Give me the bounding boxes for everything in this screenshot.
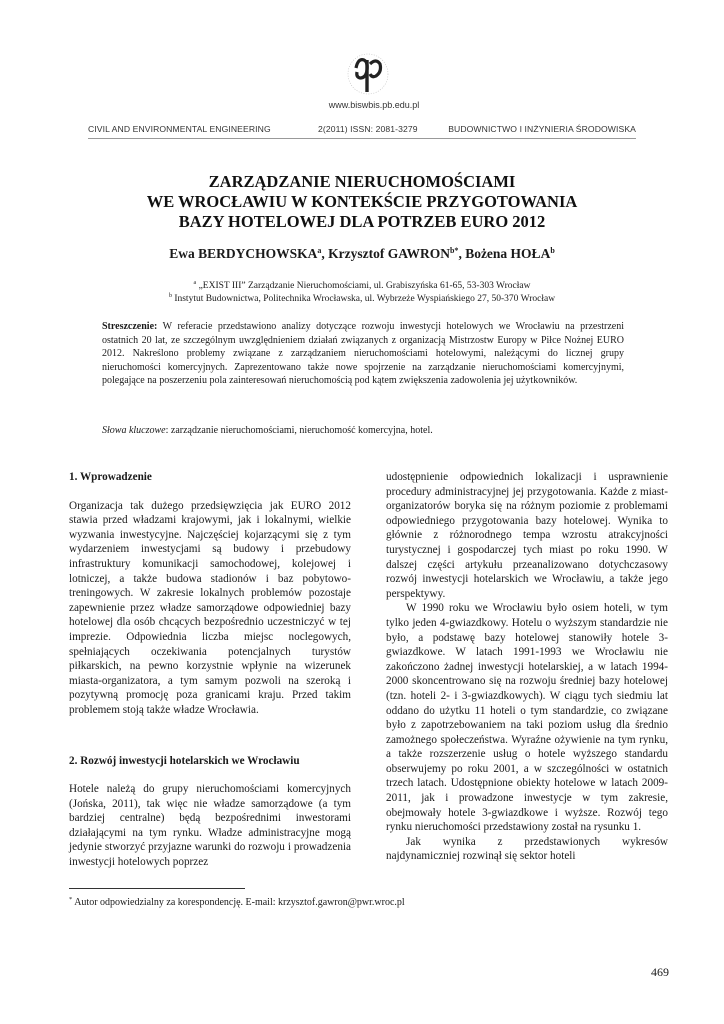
paragraph: udostępnienie odpowiednich lokalizacji i usprawnienie procedury administracyjnej jej przygotowania. Każde z miast-organizatorów boryka się na różnym poziomie z problemami odpowiedniego przygotowania bazy hotelowej. Wynika to głównie z różnorodnego tempa wzrostu atrakcyjności turystycznej i gospodarczej tych miast po roku 1990. W dalszej części artykułu przeanalizowano dotychczasowy rozwój inwestycji hotelarskich we Wrocławiu, a także jego perspektywy. xyxy=(386,471,668,600)
affiliation-text: Instytut Budownictwa, Politechnika Wrocławska, ul. Wybrzeże Wyspiańskiego 27, 50-370 Wrocław xyxy=(171,294,556,304)
abstract-text: W referacie przedstawiono analizy dotyczące rozwoju inwestycji hotelowych we Wrocławiu na przestrzeni ostatnich 20 lat, ze szczególnym uwzględnieniem działań związanych z organizacją Mistrzostw Europy w Piłce Nożnej EURO 2012. Nakreślono problemy związane z zarządzaniem nieruchomościami hotelowymi, należącymi do licznej grupy nieruchomości komercyjnych. Zaprezentowano także nowe spojrzenie na zarządzanie nieruchomościami komercyjnymi, polegające na poszerzeniu pola zainteresowań nieruchomością pod kątem zwiększenia zadowolenia jej użytkowników. xyxy=(102,321,624,386)
footnote-mark: * xyxy=(69,896,73,903)
affiliation-text: „EXIST III” Zarządzanie Nieruchomościami, ul. Grabiszyńska 61-65, 53-303 Wrocław xyxy=(196,281,531,291)
footnote-rule xyxy=(69,888,245,889)
keywords-label: Słowa kluczowe xyxy=(102,425,166,436)
author-affiliation-mark: a xyxy=(317,246,322,255)
journal-issue-issn: 2(2011) ISSN: 2081-3279 xyxy=(318,124,418,134)
author-name: Ewa BERDYCHOWSKA xyxy=(169,246,318,261)
paragraph: Organizacja tak dużego przedsięwzięcia jak EURO 2012 stawia przed władzami krajowymi, jak i lokalnymi, wielkie wyzwania inwestycyjne. Najczęściej kojarzącymi się z tym wydarzeniem inwestycjami są budowy i przebudowy infrastruktury komunikacji samochodowej, kolejowej i lotniczej, a także budowa stadionów i baz pobytowo-treningowych. W zakresie lokalnych problemów pozostaje zapewnienie przez władze samorządowe odpowiedniej bazy hotelowej dla osób chcących bezpośrednio uczestniczyć w tej imprezie. Odpowiednia liczba miejsc noclegowych, spełniających oczekiwania potencjalnych turystów piłkarskich, na pewno korzystnie wpłynie na wizerunek miasta-organizatora, a tym samym pozwoli na szeroką i pozytywną promocję poza granicami kraju. Przed takim problemem stoją także władze Wrocławia. xyxy=(69,499,351,716)
title-line: WE WROCŁAWIU W KONTEKŚCIE PRZYGOTOWANIA xyxy=(146,192,578,211)
journal-name-pl: BUDOWNICTWO I INŻYNIERIA ŚRODOWISKA xyxy=(448,124,636,134)
left-column xyxy=(69,470,351,870)
journal-name-en: CIVIL AND ENVIRONMENTAL ENGINEERING xyxy=(88,124,271,134)
footnote-text: Autor odpowiedzialny za korespondencję. E-mail: krzysztof.gawron@pwr.wroc.pl xyxy=(72,897,405,908)
keywords xyxy=(102,424,624,437)
header-rule xyxy=(88,138,636,139)
footnote xyxy=(69,894,405,909)
pb-logo-icon xyxy=(342,50,394,100)
journal-header-bar xyxy=(88,124,636,136)
author-list xyxy=(0,243,724,262)
paragraph: Jak wynika z przedstawionych wykresów najdynamiczniej rozwinął się sektor hoteli xyxy=(386,835,668,863)
right-column xyxy=(386,470,668,864)
article-title xyxy=(0,172,724,232)
page-number: 469 xyxy=(651,965,669,979)
section-heading: 1. Wprowadzenie xyxy=(69,471,152,483)
keywords-text: : zarządzanie nieruchomościami, nieruchomość komercyjna, hotel. xyxy=(165,425,433,436)
title-line: BAZY HOTELOWEJ DLA POTRZEB EURO 2012 xyxy=(178,212,546,231)
paragraph: Hotele należą do grupy nieruchomościami komercyjnych (Jońska, 2011), tak więc nie władze samorządowe (a tym bardziej centralne) będą bezpośrednimi inwestorami działającymi na tym rynku. Władze administracyjne mogą jedynie stworzyć przyjazne warunki do rozwoju i prowadzenia inwestycji hotelowych poprzez xyxy=(69,783,351,869)
author-name: Krzysztof GAWRON xyxy=(328,246,450,261)
site-url: www.biswbis.pb.edu.pl xyxy=(328,100,420,110)
paragraph: W 1990 roku we Wrocławiu było osiem hoteli, w tym tylko jeden 4-gwiazdkowy. Hotelu o wyższym standardzie nie było, a podstawę bazy hotelowej stanowiły hotele 3-gwiazdkowe. W latach 1991-1993 we Wrocławiu nie zakończono żadnej inwestycji hotelarskiej, a w latach 1994-2000 skoncentrowano się na rozwoju średniej bazy hotelowej (tzn. hoteli 2- i 3-gwiazdkowych). W ciągu tych siedmiu lat oddano do użytku 11 hoteli o tym standardzie, co związane było z zapotrzebowaniem na taki poziom usług dla średnio zamożnego społeczeństwa. Wyraźne ożywienie na tym rynku, a także rozszerzenie usług o hotele wyższego standardu obserwujemy po roku 2001, a w szczególności w ostatnich trzech latach. Udostępnione obiekty hotelowe w latach 2009-2011, jak i prowadzone inwestycje w tym zakresie, obejmowały hotele 3-gwiazdkowe i wyższe. Rozwój tego rynku nieruchomości przedstawiony został na rysunku 1. xyxy=(386,602,668,834)
title-line: ZARZĄDZANIE NIERUCHOMOŚCIAMI xyxy=(208,172,516,191)
affiliation-mark: b xyxy=(168,293,172,299)
author-affiliation-mark: b* xyxy=(449,246,459,255)
affiliation-b xyxy=(0,290,724,305)
section-heading: 2. Rozwój inwestycji hotelarskich we Wrocławiu xyxy=(69,754,300,767)
author-separator: , xyxy=(458,246,466,261)
abstract xyxy=(102,320,624,388)
affiliation-mark: a xyxy=(193,280,197,286)
author-affiliation-mark: b xyxy=(550,246,555,255)
author-separator: , xyxy=(321,246,329,261)
abstract-label: Streszczenie: xyxy=(102,321,158,332)
author-name: Bożena HOŁA xyxy=(465,246,551,261)
